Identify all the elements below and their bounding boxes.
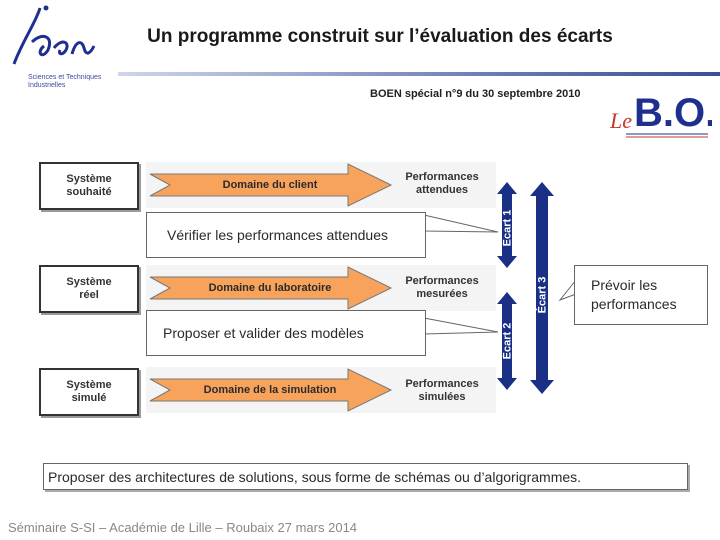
domain-label-lab: Domaine du laboratoire xyxy=(208,282,332,294)
system-box-desired: Système souhaité xyxy=(39,162,139,210)
domain-label-simulation: Domaine de la simulation xyxy=(203,384,337,396)
domain-label-client: Domaine du client xyxy=(222,179,318,191)
logo-subtitle: Sciences et Techniques Industrielles xyxy=(28,74,102,89)
system-box-simulated: Système simulé xyxy=(39,368,139,416)
callout-verify: Vérifier les performances attendues xyxy=(146,212,426,258)
performance-expected: Performances attendues xyxy=(405,171,479,196)
system-box-real: Système réel xyxy=(39,265,139,313)
performance-simulated: Performances simulées xyxy=(405,378,479,403)
gap-3-label: Écart 3 xyxy=(535,276,548,314)
page-title: Un programme construit sur l’évaluation des écarts xyxy=(147,26,613,47)
callout-predict: Prévoir les performances xyxy=(574,265,708,325)
gap-1-label: Écart 1 xyxy=(500,209,513,247)
svg-text:Le: Le xyxy=(610,108,632,133)
callout-model: Proposer et valider des modèles xyxy=(146,310,426,356)
svg-text:B.O.: B.O. xyxy=(634,91,712,135)
gap-2-label: Écart 2 xyxy=(500,322,513,360)
footer-text: Séminaire S-SI – Académie de Lille – Roubaix 27 mars 2014 xyxy=(8,520,358,535)
boen-reference: BOEN spécial n°9 du 30 septembre 2010 xyxy=(370,88,581,100)
bottom-callout: Proposer des architectures de solutions, sous forme de schémas ou d’algorigrammes. xyxy=(43,463,688,490)
performance-measured: Performances mesurées xyxy=(405,275,479,300)
